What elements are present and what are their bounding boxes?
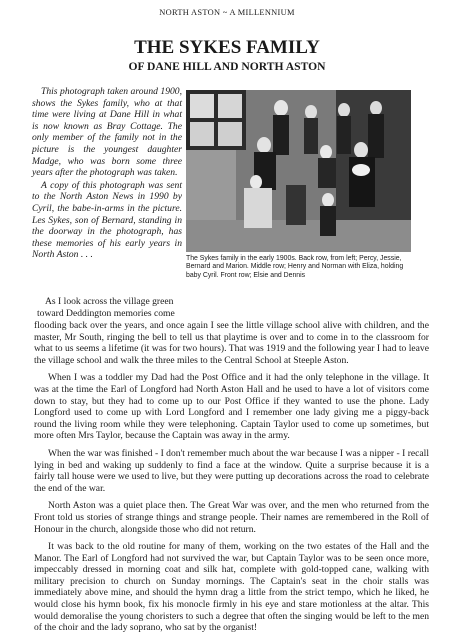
article-title: THE SYKES FAMILY	[134, 37, 320, 58]
running-head: NORTH ASTON ~ A MILLENNIUM	[159, 8, 295, 17]
document-page	[22, 8, 432, 73]
intro-text	[32, 86, 182, 262]
family-photo-figure	[186, 90, 411, 280]
article-subtitle: OF DANE HILL AND NORTH ASTON	[128, 60, 326, 73]
lead-in-line: As I look across the village green toward Deddington memories come	[37, 296, 175, 319]
photo-caption: The Sykes family in the early 1900s. Back row, from left; Percy, Jessie, Bernard and Marion. Middle row; Henry and Norman with Eliza, holding baby Cyril. Front row; Elsie and Dennis	[186, 255, 404, 279]
body-paragraph: North Aston was a quiet place then. The Great War was over, and the men who returned from the Front told us stories of strange things and strange people. Their names are remembered in the Roll of Honour in the church, alongside those who did not return.	[34, 500, 429, 535]
family-photograph	[186, 90, 411, 252]
intro-paragraph: This photograph taken around 1900, shows the Sykes family, who at that time were living at Dane Hill in what is now known as Bray Cottage. The only member of the family not in the picture is the youngest daughter Madge, who was born some three years after the photograph was taken.	[32, 86, 182, 179]
body-paragraph: It was back to the old routine for many of them, working on the two estates of the Hall and the Manor. The Earl of Longford had not survived the war, but Captain Taylor was to be seen once more, impeccably dressed in morning coat and silk hat, complete with gold-topped cane, walking with military precision to church on Sunday mornings. The Captain's seat in the choir stalls was immediately above mine, and should the hymn drag a little from the strict tempo, which he liked, he would close his hymn book, fix his monocle firmly in his eye and stare motionless at the altar. This would demoralise the young choristers to such a degree that often the singing would be left to the men of the choir and the lady soprano, who sat by the organist!	[34, 541, 429, 634]
body-paragraph: flooding back over the years, and once again I see the little village school alive with children, and the master, Mr South, ringing the bell to tell us that playtime is over and to come in to the classroom for what to us seems a lifetime (it was for two hours). That was 1919 and the following year I had to leave the village school and walk the three miles to the Central School at Steeple Aston.	[34, 320, 429, 366]
body-paragraph: When the war was finished - I don't remember much about the war because I was a nipper - I recall lying in bed and waking up suddenly to find a face at the window. Quite a surprise because it is a fairly tall house were we used to live, but they were putting up decorations across the road to celebrate the end of the war.	[34, 447, 429, 494]
intro-paragraph: A copy of this photograph was sent to the North Aston News in 1990 by Cyril, the babe-in-arms in the picture. Les Sykes, son of Bernard, standing in the doorway in the photograph, has these memories of his early years in North Aston . . .	[32, 179, 182, 261]
article-body	[34, 320, 429, 640]
body-paragraph: When I was a toddler my Dad had the Post Office and it had the only telephone in the village. It was at the time the Earl of Longford had North Aston Hall and he used to have a lot of visitors come down to stay, but they had to come up to our Post Office if they wanted to use the phone. Lady Longford used to come up with Lord Longford and I remember one lady giving me a piggy-back round the living room while they were telephoning. Captain Taylor used to come up sometimes, but more often Mrs Taylor, because the Captain was away in the army.	[34, 372, 429, 442]
family-photograph-image	[186, 90, 411, 252]
